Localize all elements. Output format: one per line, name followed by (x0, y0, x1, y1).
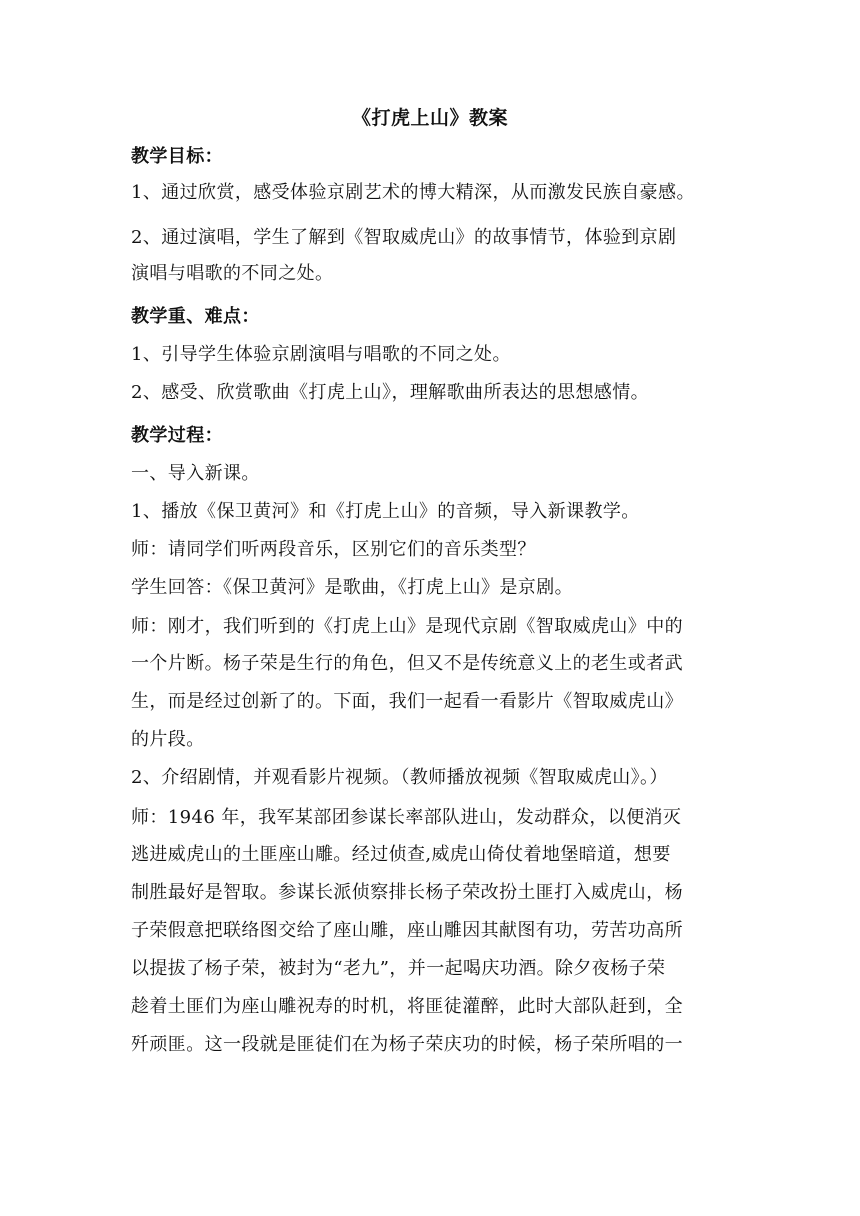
body-line: 学生回答：《保卫黄河》是歌曲，《打虎上山》是京剧。 (131, 577, 573, 598)
body-line: 师：刚才，我们听到的《打虎上山》是现代京剧《智取威虎山》中的 (131, 616, 683, 637)
body-line: 演唱与唱歌的不同之处。 (131, 263, 334, 284)
section-heading: 教学过程： (131, 425, 223, 446)
body-line: 1、通过欣赏，感受体验京剧艺术的博大精深，从而激发民族自豪感。 (131, 182, 695, 203)
body-line: 制胜最好是智取。参谋长派侦察排长杨子荣改扮土匪打入威虎山，杨 (131, 882, 683, 903)
section-heading: 教学目标： (131, 146, 223, 167)
body-line: 一个片断。杨子荣是生行的角色，但又不是传统意义上的老生或者武 (131, 653, 683, 674)
body-line: 2、感受、欣赏歌曲《打虎上山》，理解歌曲所表达的思想感情。 (131, 382, 650, 403)
body-line: 1、引导学生体验京剧演唱与唱歌的不同之处。 (131, 344, 511, 365)
body-line: 1、播放《保卫黄河》和《打虎上山》的音频，导入新课教学。 (131, 501, 640, 522)
body-line: 师：请同学们听两段音乐，区别它们的音乐类型？ (131, 539, 536, 560)
body-line: 生，而是经过创新了的。下面，我们一起看一看影片《智取威虎山》 (131, 691, 683, 712)
body-line: 一、导入新课。 (131, 463, 260, 484)
body-line: 趁着土匪们为座山雕祝寿的时机，将匪徒灌醉，此时大部队赶到，全 (131, 996, 683, 1017)
body-line: 师：1946 年，我军某部团参谋长率部队进山，发动群众，以便消灭 (131, 807, 682, 828)
body-line: 2、通过演唱，学生了解到《智取威虎山》的故事情节，体验到京剧 (131, 227, 677, 248)
section-heading: 教学重、难点： (131, 306, 260, 327)
document-title: 《打虎上山》教案 (351, 107, 508, 129)
body-line: 逃进威虎山的土匪座山雕。经过侦查,威虎山倚仗着地堡暗道，想要 (131, 844, 671, 865)
body-line: 子荣假意把联络图交给了座山雕，座山雕因其献图有功，劳苦功高所 (131, 920, 683, 941)
body-line: 歼顽匪。这一段就是匪徒们在为杨子荣庆功的时候，杨子荣所唱的一 (131, 1034, 683, 1055)
body-line: 2、介绍剧情，并观看影片视频。（教师播放视频《智取威虎山》。） (131, 767, 668, 788)
body-line: 以提拔了杨子荣，被封为“老九”，并一起喝庆功酒。除夕夜杨子荣 (131, 958, 666, 979)
body-line: 的片段。 (131, 729, 205, 750)
